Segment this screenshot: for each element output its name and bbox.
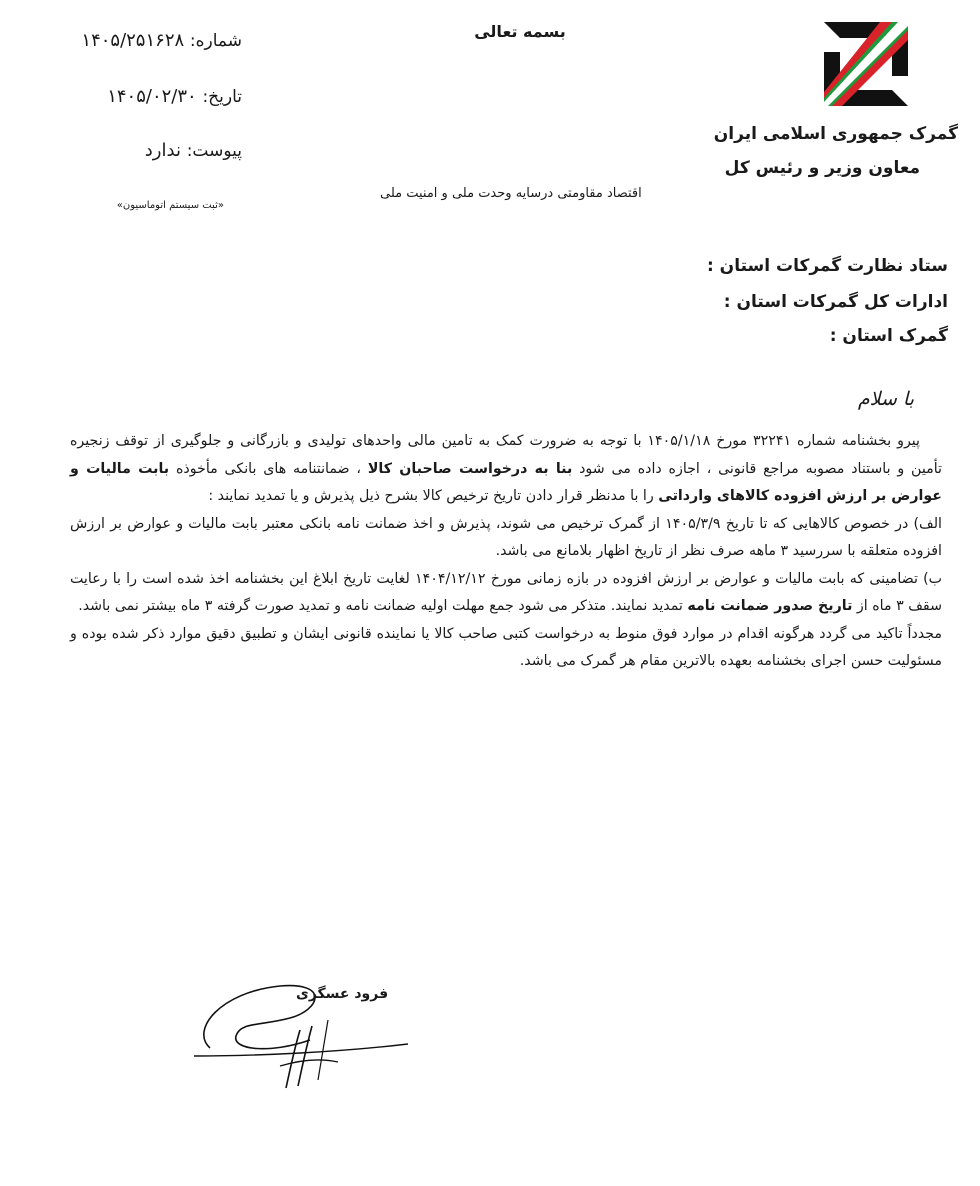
p1-bold-d: بابت مالیات و عوارض بر ارزش افزوده کالاهای وارداتی (70, 460, 942, 504)
p1-text-e: را با مدنظر قرار دادن تاریخ ترخیص کالا بشرح ذیل پذیرش و یا تمدید نمایند : (208, 488, 659, 504)
bismillah-heading: بسمه تعالی (474, 22, 566, 41)
customs-logo-icon (820, 18, 912, 110)
paragraph-4: مجدداً تاکید می گردد هرگونه اقدام در موارد فوق منوط به درخواست کتبی صاحب کالا یا نماینده قانونی ایشان و تطبیق دقیق موارد ذکر شده بوده و مسئولیت حسن اجرای بخشنامه بعهده بالاترین مقام هر گمرک می باشد. (70, 625, 942, 669)
p1-text-c: ، ضمانتنامه های بانکی مأخوذه (169, 460, 368, 477)
letter-body (70, 428, 942, 676)
p1-bold-b: بنا به درخواست صاحبان کالا (367, 460, 573, 477)
addressee-3: گمرک استان : (829, 326, 948, 346)
automation-stamp-note: «ثبت سیستم اتوماسیون» (116, 200, 224, 211)
paragraph-3 (70, 566, 942, 621)
p3-text-a: ب) تضامینی که بابت مالیات و عوارض بر ارزش افزوده در بازه زمانی مورخ ۱۴۰۴/۱۲/۱۲ لغایت تاریخ ابلاغ این بخشنامه اخذ شده است را با رعایت سقف ۳ ماه از (70, 570, 942, 614)
slogan: اقتصاد مقاومتی درسایه وحدت ملی و امنیت ملی (380, 186, 642, 201)
signer-name: فرود عسگری (296, 986, 389, 1002)
letter-number (81, 30, 242, 51)
attachment-value: ندارد (144, 140, 181, 161)
date-value: ۱۴۰۵/۰۲/۳۰ (107, 86, 197, 107)
number-label: شماره: (189, 31, 242, 51)
p3-text-c: تمدید نمایند. متذکر می شود جمع مهلت اولیه ضمانت نامه و تمدید صورت گرفته ۳ ماه بیشتر نمی باشد. (78, 598, 688, 614)
p1-text-a: پیرو بخشنامه شماره ۳۲۲۴۱ مورخ ۱۴۰۵/۱/۱۸ با توجه به ضرورت کمک به تامین مالی واحدهای تولیدی و بازرگانی و جلوگیری از توقف زنجیره تأمین و باستناد مصوبه مراجع قانونی ، اجازه داده می شود (70, 433, 943, 477)
number-value: ۱۴۰۵/۲۵۱۶۲۸ (81, 30, 185, 51)
organization-name: گمرک جمهوری اسلامی ایران (713, 124, 958, 144)
organization-role: معاون وزیر و رئیس کل (724, 158, 920, 178)
p3-bold-b: تاریخ صدور ضمانت نامه (687, 598, 853, 614)
paragraph-2: الف) در خصوص کالاهایی که تا تاریخ ۱۴۰۵/۳/۹ از گمرک ترخیص می شوند، پذیرش و اخذ ضمانت نامه بانکی معتبر بابت مالیات و عوارض بر ارزش افزوده متعلقه با سررسید ۳ ماهه صرف نظر از تاریخ اظهار بلامانع می باشد. (70, 515, 942, 559)
attachment-label: پیوست: (186, 141, 242, 161)
paragraph-1 (70, 428, 942, 511)
letter-date (107, 86, 242, 107)
date-label: تاریخ: (202, 87, 242, 107)
letter-attachment (145, 140, 242, 161)
addressee-1: ستاد نظارت گمرکات استان : (706, 256, 948, 276)
addressee-2: ادارات کل گمرکات استان : (723, 292, 948, 312)
greeting: با سلام (857, 388, 914, 410)
